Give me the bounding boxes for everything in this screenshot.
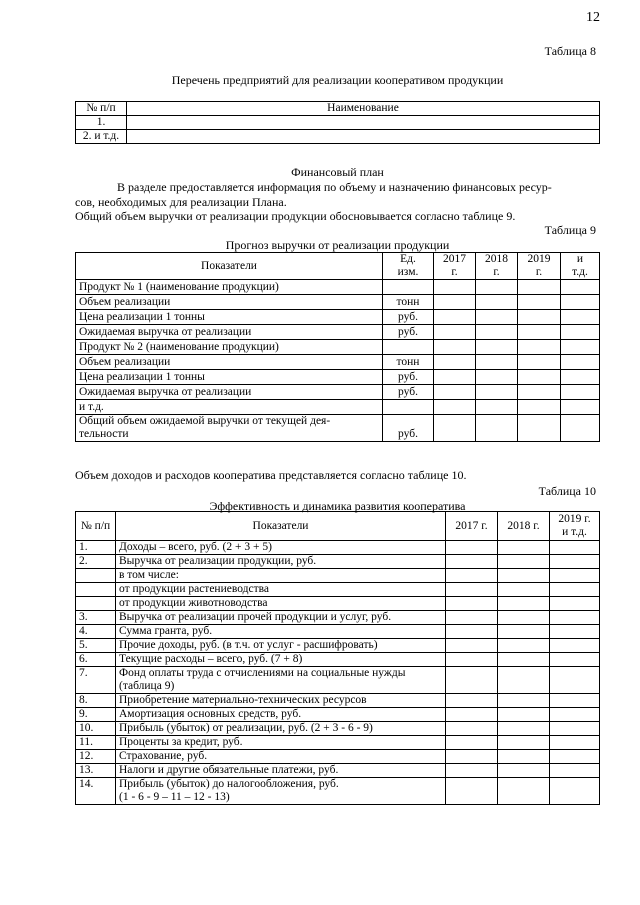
table10-indicator: [116, 694, 446, 708]
table-row: [76, 764, 600, 778]
year-line1: 2018: [485, 253, 508, 265]
table10-num: 12.: [76, 750, 116, 764]
table9-cell: [434, 310, 476, 325]
table9-cell: [434, 400, 476, 415]
table10-cell: [446, 569, 498, 583]
table8-cell: 1.: [76, 116, 127, 130]
table9-cell: [434, 295, 476, 310]
para1-line: В разделе предоставляется информация по объему и назначению финансовых ресур-: [117, 180, 552, 194]
table10-cell: [446, 583, 498, 597]
table10-cell: [498, 625, 550, 639]
indicator-line2: (1 - 6 - 9 – 11 – 12 - 13): [119, 791, 230, 803]
table10-indicator: [116, 667, 446, 694]
indicator-line: Налоги и другие обязательные платежи, руб.: [119, 764, 339, 776]
table-row: [76, 611, 600, 625]
indicator-line: Прибыль (убыток) от реализации, руб. (2 + 3 - 6 - 9): [119, 722, 373, 734]
table9-cell: [518, 385, 561, 400]
table10-header-2018: 2018 г.: [498, 512, 550, 541]
table10-num: 1.: [76, 541, 116, 555]
year-line1: 2019: [527, 253, 551, 265]
table10-cell: [550, 667, 600, 694]
table10-num: 13.: [76, 764, 116, 778]
financial-plan-heading: Финансовый план: [291, 165, 384, 179]
table10-cell: [550, 569, 600, 583]
table10-cell: [498, 778, 550, 805]
indicator-line: Сумма гранта, руб.: [119, 625, 213, 637]
table10-cell: [498, 653, 550, 667]
table10-cell: [446, 764, 498, 778]
table10-num: 6.: [76, 653, 116, 667]
indicator-line: Проценты за кредит, руб.: [119, 736, 243, 748]
table9-unit: руб.: [383, 325, 434, 340]
table10-cell: [498, 541, 550, 555]
table9-unit: [383, 280, 434, 295]
table9-cell: [434, 280, 476, 295]
table10-num: 4.: [76, 625, 116, 639]
table9-unit: руб.: [383, 385, 434, 400]
table10-cell: [446, 653, 498, 667]
table9-header-indicator: Показатели: [76, 253, 383, 280]
table9: [75, 252, 600, 442]
table10-cell: [446, 750, 498, 764]
table10-num: [76, 583, 116, 597]
table9-header-2019: [518, 253, 561, 280]
table9-cell: [518, 280, 561, 295]
table10-cell: [446, 778, 498, 805]
table9-indicator: Ожидаемая выручка от реализации: [76, 325, 383, 340]
para2-line: Общий объем выручки от реализации продукции обосновывается согласно таблице 9.: [75, 209, 516, 223]
table-row: [76, 541, 600, 555]
table10-num: 9.: [76, 708, 116, 722]
table10-cell: [446, 694, 498, 708]
table-row: [76, 583, 600, 597]
table9-cell: [518, 355, 561, 370]
table-row: [76, 597, 600, 611]
table10-indicator: [116, 569, 446, 583]
table10-num: 5.: [76, 639, 116, 653]
indicator-line: Доходы – всего, руб. (2 + 3 + 5): [119, 541, 272, 553]
table9-cell: [518, 295, 561, 310]
table8-header-name: Наименование: [127, 102, 600, 116]
table9-unit: руб.: [383, 310, 434, 325]
table-row: [76, 667, 600, 694]
table10-cell: [550, 625, 600, 639]
year-line2: г.: [493, 266, 500, 278]
table-row: [76, 555, 600, 569]
table10-cell: [498, 639, 550, 653]
table10-cell: [498, 667, 550, 694]
table8-cell: [127, 116, 600, 130]
table8: [75, 101, 600, 144]
table10-indicator: [116, 597, 446, 611]
table10-num: 14.: [76, 778, 116, 805]
table9-cell: [434, 415, 476, 442]
table10-cell: [550, 778, 600, 805]
table9-cell: [561, 415, 600, 442]
table9-unit: [383, 400, 434, 415]
indicator-line: Страхование, руб.: [119, 750, 208, 762]
table10-header-num: № п/п: [76, 512, 116, 541]
table9-cell: [476, 310, 518, 325]
total-line1: Общий объем ожидаемой выручки от текущей дея-: [79, 415, 331, 427]
para1-line: сов, необходимых для реализации Плана.: [75, 194, 287, 209]
table10-indicator: [116, 639, 446, 653]
table9-indicator: Объем реализации: [76, 355, 383, 370]
table10-cell: [498, 750, 550, 764]
table10-cell: [446, 708, 498, 722]
table10-cell: [550, 708, 600, 722]
table10-cell: [550, 597, 600, 611]
table9-cell: [476, 295, 518, 310]
year-line2: г.: [451, 266, 458, 278]
table9-cell: [561, 295, 600, 310]
indicator-line: Выручка от реализации прочей продукции и услуг, руб.: [119, 611, 392, 623]
indicator-line: Прибыль (убыток) до налогообложения, руб.: [119, 778, 339, 790]
table9-cell: [476, 370, 518, 385]
table10-cell: [446, 722, 498, 736]
table10-num: [76, 597, 116, 611]
table9-unit: руб.: [383, 370, 434, 385]
table10-cell: [498, 611, 550, 625]
table10-indicator: [116, 653, 446, 667]
table-row: [76, 736, 600, 750]
table9-cell: [561, 385, 600, 400]
etc-line1: и: [576, 253, 584, 265]
table10-cell: [550, 750, 600, 764]
table10-header-indicator: Показатели: [116, 512, 446, 541]
table10-cell: [550, 583, 600, 597]
table-row: [76, 694, 600, 708]
table-row: [76, 280, 600, 295]
table10-cell: [446, 611, 498, 625]
etc-line2: т.д.: [572, 266, 588, 278]
indicator-line: Прочие доходы, руб. (в т.ч. от услуг - расшифровать): [119, 639, 378, 651]
table10-num: 7.: [76, 667, 116, 694]
indicator-line: Амортизация основных средств, руб.: [119, 708, 302, 720]
table10-cell: [446, 736, 498, 750]
table9-cell: [434, 340, 476, 355]
table-row: [76, 340, 600, 355]
table-row: [76, 750, 600, 764]
indicator-line: от продукции животноводства: [119, 597, 268, 609]
table8-header-num: № п/п: [76, 102, 127, 116]
table-row: [76, 778, 600, 805]
table-row: [76, 310, 600, 325]
table10-indicator: [116, 541, 446, 555]
table9-cell: [561, 325, 600, 340]
table10-cell: [498, 597, 550, 611]
indicator-line: Фонд оплаты труда с отчислениями на социальные нужды: [119, 667, 406, 679]
table10-num: 11.: [76, 736, 116, 750]
table9-indicator: Цена реализации 1 тонны: [76, 310, 383, 325]
table9-cell: [476, 415, 518, 442]
table9-cell: [518, 340, 561, 355]
table10-cell: [550, 555, 600, 569]
table9-cell: [476, 385, 518, 400]
table-row: [76, 325, 600, 340]
total-line2: тельности: [79, 428, 129, 440]
table-row: [76, 722, 600, 736]
table-row: [76, 295, 600, 310]
year-line1: 2017: [443, 253, 466, 265]
table9-header-2018: [476, 253, 518, 280]
table9-cell: [518, 370, 561, 385]
table9-cell: [476, 400, 518, 415]
page-number: 12: [586, 10, 600, 25]
table10-cell: [498, 708, 550, 722]
indicator-line2: (таблица 9): [119, 680, 175, 692]
table10-cell: [498, 736, 550, 750]
table9-cell: [518, 400, 561, 415]
table9-cell: [518, 325, 561, 340]
table9-indicator: Цена реализации 1 тонны: [76, 370, 383, 385]
table10-cell: [550, 764, 600, 778]
table10-cell: [498, 694, 550, 708]
table10-indicator: [116, 611, 446, 625]
financial-plan-text: [75, 180, 600, 224]
table9-unit: [383, 340, 434, 355]
table9-cell: [561, 355, 600, 370]
table9-indicator: и т.д.: [76, 400, 383, 415]
unit-line2: изм.: [397, 266, 419, 278]
table9-header-etc: [561, 253, 600, 280]
table9-cell: [476, 325, 518, 340]
table-row: [76, 385, 600, 400]
table10-cell: [550, 694, 600, 708]
table9-header-unit: [383, 253, 434, 280]
table-row: [76, 355, 600, 370]
table10-header-2017: 2017 г.: [446, 512, 498, 541]
table10-num: [76, 569, 116, 583]
table10-cell: [550, 736, 600, 750]
table10-cell: [550, 722, 600, 736]
table10-label: Таблица 10: [538, 484, 596, 498]
table9-cell: [561, 400, 600, 415]
table10-cell: [446, 597, 498, 611]
table9-cell: [434, 385, 476, 400]
table10-cell: [498, 583, 550, 597]
table-row: [76, 569, 600, 583]
year-line2: г.: [535, 266, 543, 278]
table-row: [76, 639, 600, 653]
table8-title: Перечень предприятий для реализации кооперативом продукции: [171, 73, 504, 87]
table10-indicator: [116, 764, 446, 778]
table10-header-2019: [550, 512, 600, 541]
table-row: [76, 130, 600, 144]
table10: [75, 511, 600, 805]
table-row: [76, 370, 600, 385]
table-row: [76, 415, 600, 442]
table10-title: Эффективность и динамика развития кооператива: [209, 499, 466, 513]
para3: Объем доходов и расходов кооператива представляется согласно таблице 10.: [75, 468, 467, 482]
table8-cell: [127, 130, 600, 144]
table9-indicator: Продукт № 2 (наименование продукции): [76, 340, 383, 355]
indicator-line: Приобретение материально-технических ресурсов: [119, 694, 367, 706]
table10-cell: [446, 625, 498, 639]
table9-cell: [434, 370, 476, 385]
table9-cell: [518, 310, 561, 325]
table8-cell: 2. и т.д.: [76, 130, 127, 144]
table10-indicator: [116, 778, 446, 805]
table9-cell: [518, 415, 561, 442]
table9-cell: [476, 340, 518, 355]
table10-num: 3.: [76, 611, 116, 625]
table10-cell: [498, 555, 550, 569]
table10-cell: [446, 667, 498, 694]
table9-unit: тонн: [383, 295, 434, 310]
table10-cell: [498, 764, 550, 778]
table9-label: Таблица 9: [544, 223, 596, 237]
table9-title: Прогноз выручки от реализации продукции: [225, 238, 450, 252]
table9-cell: [434, 325, 476, 340]
table10-indicator: [116, 708, 446, 722]
table9-header-2017: [434, 253, 476, 280]
table10-indicator: [116, 625, 446, 639]
table10-num: 8.: [76, 694, 116, 708]
table8-label: Таблица 8: [544, 44, 596, 58]
unit-line1: Ед.: [400, 253, 416, 265]
table10-indicator: [116, 555, 446, 569]
indicator-line: Текущие расходы – всего, руб. (7 + 8): [119, 653, 303, 665]
table10-indicator: [116, 722, 446, 736]
table9-indicator: Ожидаемая выручка от реализации: [76, 385, 383, 400]
indicator-line: в том числе:: [119, 569, 179, 581]
table10-indicator: [116, 750, 446, 764]
table10-num: 2.: [76, 555, 116, 569]
indicator-line: от продукции растениеводства: [119, 583, 269, 595]
table9-total-label: [76, 415, 383, 442]
table10-cell: [550, 611, 600, 625]
table10-cell: [446, 541, 498, 555]
table9-cell: [561, 280, 600, 295]
table10-num: 10.: [76, 722, 116, 736]
table10-cell: [446, 639, 498, 653]
table9-cell: [561, 340, 600, 355]
table10-cell: [498, 722, 550, 736]
table-row: [76, 708, 600, 722]
table9-indicator: Объем реализации: [76, 295, 383, 310]
table10-cell: [446, 555, 498, 569]
table10-indicator: [116, 736, 446, 750]
table10-cell: [550, 541, 600, 555]
table-row: [76, 400, 600, 415]
table9-unit: тонн: [383, 355, 434, 370]
table9-indicator: Продукт № 1 (наименование продукции): [76, 280, 383, 295]
table9-cell: [434, 355, 476, 370]
table10-cell: [498, 569, 550, 583]
table9-cell: [476, 355, 518, 370]
table10-cell: [550, 653, 600, 667]
table10-indicator: [116, 583, 446, 597]
table-row: [76, 116, 600, 130]
table9-total-unit: руб.: [383, 415, 434, 442]
table9-cell: [561, 310, 600, 325]
table-row: [76, 625, 600, 639]
table9-cell: [476, 280, 518, 295]
table9-cell: [561, 370, 600, 385]
indicator-line: Выручка от реализации продукции, руб.: [119, 555, 317, 567]
year-line2: и т.д.: [562, 526, 587, 538]
year-line1: 2019 г.: [558, 513, 591, 525]
table10-cell: [550, 639, 600, 653]
table-row: [76, 653, 600, 667]
